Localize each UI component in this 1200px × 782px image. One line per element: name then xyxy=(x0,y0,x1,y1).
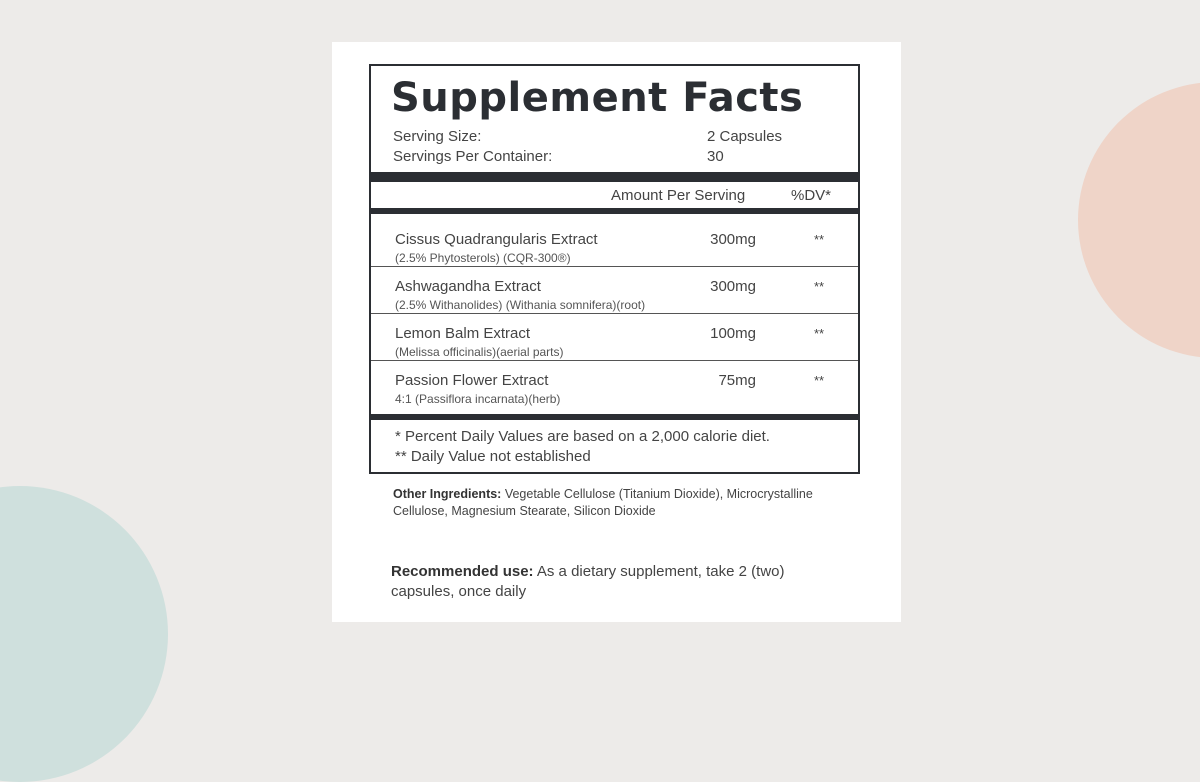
supplement-label-card xyxy=(332,42,901,622)
other-ingredients-label: Other Ingredients: xyxy=(393,487,502,501)
recommended-use-text: As a dietary supplement, take 2 (two) capsules, once daily xyxy=(391,563,785,600)
ingredient-row xyxy=(371,220,858,267)
ingredient-amount: 100mg xyxy=(710,325,756,342)
ingredient-detail: 4:1 (Passiflora incarnata)(herb) xyxy=(395,392,561,406)
ingredient-name: Ashwagandha Extract xyxy=(395,278,541,295)
ingredient-dv: ** xyxy=(814,279,825,294)
other-ingredients-text: Vegetable Cellulose (Titanium Dioxide), Microcrystalline Cellulose, Magnesium Stearate, Silicon Dioxide xyxy=(393,487,813,518)
ingredient-amount: 300mg xyxy=(710,278,756,295)
ingredient-amount: 300mg xyxy=(710,231,756,248)
ingredient-name: Passion Flower Extract xyxy=(395,372,549,389)
recommended-use xyxy=(391,562,851,602)
thick-divider-bottom xyxy=(371,414,858,420)
supplement-facts-panel xyxy=(369,64,860,474)
serving-size-value: 2 Capsules xyxy=(707,128,783,145)
ingredient-row xyxy=(371,267,858,314)
recommended-use-label: Recommended use: xyxy=(391,563,534,580)
serving-size-label: Serving Size: xyxy=(393,128,482,145)
footnote-not-established: ** Daily Value not established xyxy=(395,448,591,465)
thick-divider-top xyxy=(371,172,858,182)
ingredient-detail: (2.5% Withanolides) (Withania somnifera)(root) xyxy=(395,298,646,312)
dv-header: %DV* xyxy=(791,187,832,204)
panel-title: Supplement Facts xyxy=(391,75,804,121)
ingredient-detail: (2.5% Phytosterols) (CQR-300®) xyxy=(395,251,571,265)
amount-per-serving-header: Amount Per Serving xyxy=(611,187,746,204)
footnote-daily-values: * Percent Daily Values are based on a 2,000 calorie diet. xyxy=(395,428,770,445)
decorative-circle-teal xyxy=(0,486,168,782)
ingredient-amount: 75mg xyxy=(718,372,756,389)
ingredient-dv: ** xyxy=(814,232,825,247)
ingredient-name: Cissus Quadrangularis Extract xyxy=(395,231,598,248)
servings-per-container-label: Servings Per Container: xyxy=(393,148,553,165)
servings-per-container-value: 30 xyxy=(707,148,724,165)
thick-divider-mid xyxy=(371,208,858,214)
decorative-circle-peach xyxy=(1078,82,1200,358)
ingredient-row xyxy=(371,361,858,408)
ingredient-name: Lemon Balm Extract xyxy=(395,325,531,342)
column-header-row xyxy=(371,186,858,206)
ingredient-row xyxy=(371,314,858,361)
ingredient-detail: (Melissa officinalis)(aerial parts) xyxy=(395,345,564,359)
ingredient-dv: ** xyxy=(814,326,825,341)
other-ingredients xyxy=(393,486,863,520)
ingredient-dv: ** xyxy=(814,373,825,388)
